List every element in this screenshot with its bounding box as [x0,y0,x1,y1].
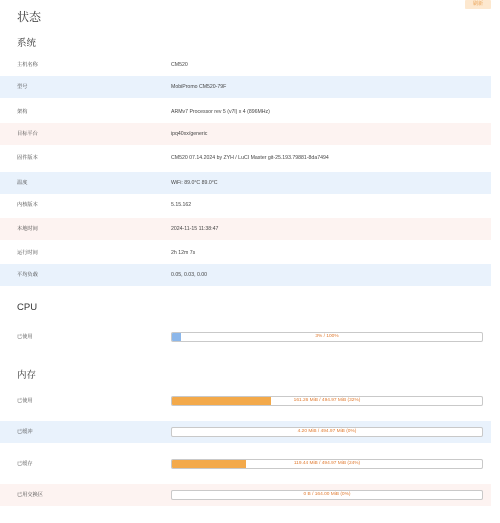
row-label: 主机名称 [17,62,38,68]
memory-cached-row [0,453,491,475]
section-title-system: 系统 [17,38,37,49]
row-value: ipq40xx/generic [171,131,208,137]
row-value: CM520 07.14.2024 by ZYH / LuCI Master git-25.193.79881-8da7494 [171,155,329,161]
info-row-hostname [0,54,491,76]
info-row-temperature [0,172,491,194]
progress-text: 0 B / 164.00 MiB (0%) [303,492,351,497]
memory-used-bar [171,396,483,406]
row-label: 平均负载 [17,272,38,278]
page-title: 状态 [17,10,42,24]
memory-cached-bar [171,459,483,469]
row-value: MobiPromo CM520-79F [171,84,227,90]
progress-text: 3% / 100% [315,334,339,339]
section-title-memory: 内存 [17,370,37,381]
cpu-usage-bar [171,332,483,342]
row-label: 目标平台 [17,131,38,137]
row-value: 2024-11-15 11:38:47 [171,226,219,232]
info-row-local-time [0,218,491,240]
row-value: ARMv7 Processor rev 5 (v7l) x 4 (896MHz) [171,109,270,115]
info-row-firmware [0,147,491,169]
memory-buffered-bar [171,427,483,437]
row-value: 0.05, 0.03, 0.00 [171,272,208,278]
progress-text: 4.20 MiB / 494.97 MiB (0%) [297,429,357,434]
row-label: 固件版本 [17,155,38,161]
progress-text: 119.44 MiB / 494.97 MiB (24%) [293,461,361,466]
refresh-button[interactable]: 刷新 [465,0,491,9]
info-row-model [0,76,491,98]
row-label: 温度 [17,180,28,186]
info-row-load-average [0,264,491,286]
row-label: 运行时间 [17,250,38,256]
row-label: 已缓存 [17,461,33,467]
row-label: 已缓冲 [17,429,33,435]
memory-used-row [0,390,491,412]
row-label: 已用交换区 [17,492,43,498]
row-label: 架构 [17,109,28,115]
row-label: 已使用 [17,334,33,340]
row-label: 内核版本 [17,202,38,208]
info-row-architecture [0,101,491,123]
row-value: 2h 12m 7s [171,250,196,256]
progress-text: 161.26 MiB / 494.97 MiB (32%) [293,398,361,403]
memory-buffered-row [0,421,491,443]
section-title-cpu: CPU [17,302,38,313]
memory-swap-bar [171,490,483,500]
row-value: CM520 [171,62,188,68]
info-row-kernel [0,194,491,216]
row-value: WiFi: 89.0°C 89.0°C [171,180,218,186]
row-value: 5.15.162 [171,202,192,208]
row-label: 本地时间 [17,226,38,232]
row-label: 型号 [17,84,28,90]
info-row-target-platform [0,123,491,145]
cpu-usage-row [0,326,491,348]
row-label: 已使用 [17,398,33,404]
memory-swap-row [0,484,491,506]
info-row-uptime [0,242,491,264]
